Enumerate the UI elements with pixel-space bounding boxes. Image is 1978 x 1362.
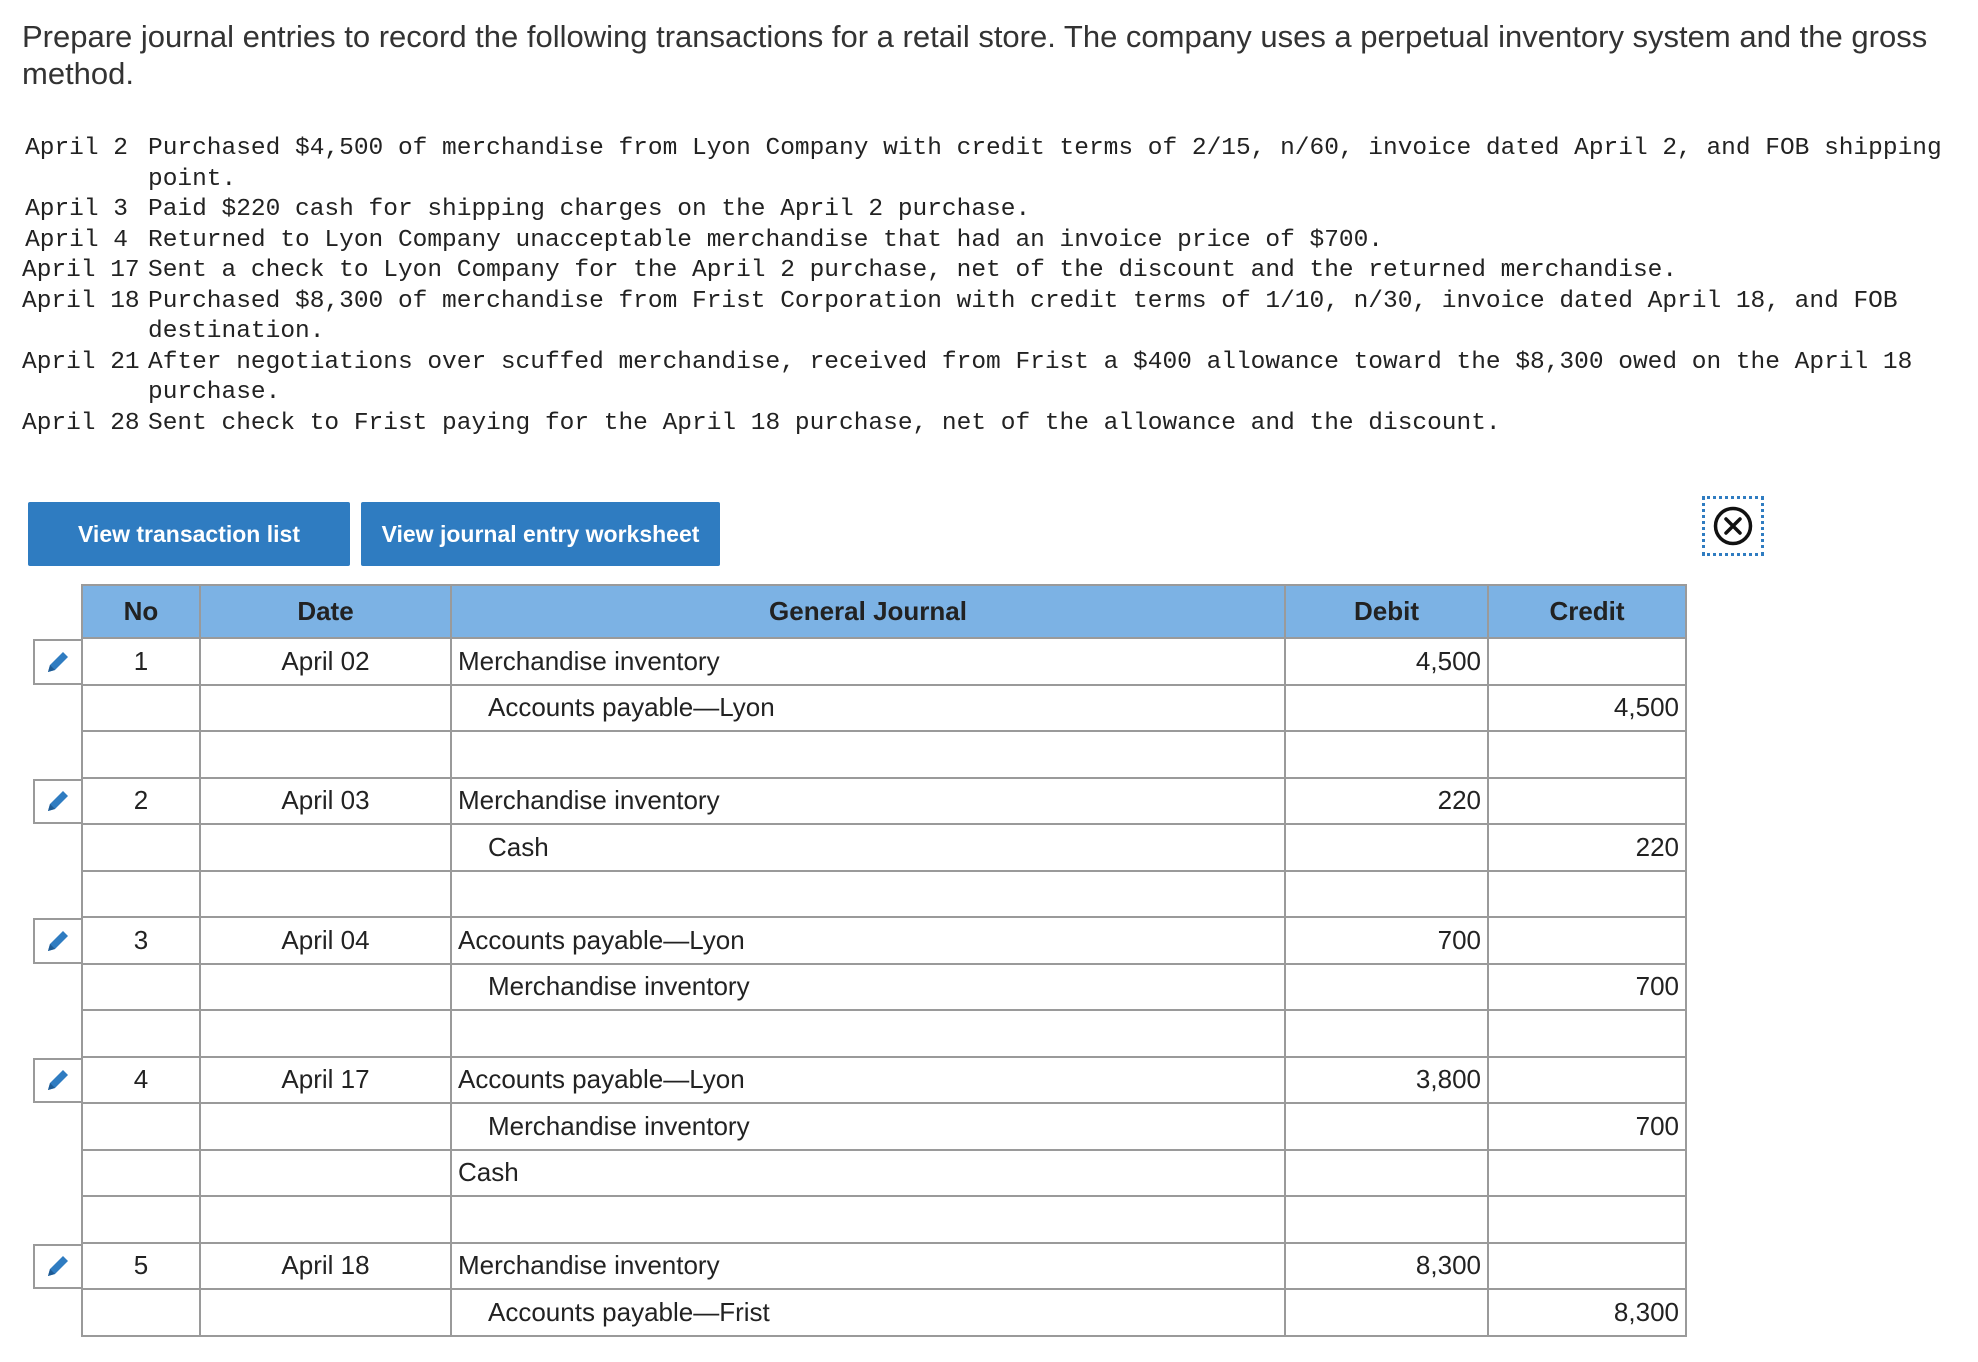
journal-debit-cell [1285, 1289, 1488, 1336]
journal-credit-cell [1488, 1010, 1686, 1057]
journal-account-cell: Accounts payable—Frist [451, 1289, 1285, 1336]
table-row [82, 638, 1686, 685]
journal-date-cell [200, 1103, 451, 1150]
journal-debit-cell [1285, 1150, 1488, 1197]
table-row [82, 1150, 1686, 1197]
table-row [82, 731, 1686, 778]
journal-debit-cell: 3,800 [1285, 1057, 1488, 1104]
journal-no-cell [82, 1010, 200, 1057]
journal-account-cell [451, 731, 1285, 778]
instructions-text: Prepare journal entries to record the following transactions for a retail store. The company uses a perpetual inventory system and the gross method. [22, 19, 1928, 91]
table-row [82, 871, 1686, 918]
journal-account-cell: Cash [451, 824, 1285, 871]
table-row [82, 778, 1686, 825]
view-transaction-list-button[interactable]: View transaction list [28, 502, 350, 566]
journal-credit-cell: 8,300 [1488, 1289, 1686, 1336]
journal-account-cell [451, 871, 1285, 918]
journal-credit-cell: 220 [1488, 824, 1686, 871]
transaction-description: Sent a check to Lyon Company for the April 2 purchase, net of the discount and the returned merchandise. [148, 257, 1678, 284]
journal-no-cell: 5 [82, 1243, 200, 1290]
journal-account-cell: Merchandise inventory [451, 1103, 1285, 1150]
transaction-date: April 4 [25, 226, 128, 254]
transaction-date: April 3 [25, 196, 128, 223]
view-journal-entry-worksheet-button[interactable]: View journal entry worksheet [361, 502, 720, 566]
journal-account-cell: Merchandise inventory [451, 964, 1285, 1011]
table-row [82, 1289, 1686, 1336]
journal-credit-cell [1488, 778, 1686, 825]
col-header-general-journal: General Journal [451, 585, 1285, 638]
transaction-date: April 17 [22, 257, 140, 284]
table-row [82, 1103, 1686, 1150]
pencil-icon [44, 787, 72, 815]
close-circle-icon [1712, 505, 1754, 547]
transaction-description: After negotiations over scuffed merchandise, received from Frist a $400 allowance toward the $8,300 owed on the April 18 purchase. [148, 348, 1913, 406]
transaction-item [22, 226, 1962, 257]
journal-date-cell [200, 1289, 451, 1336]
journal-no-cell: 1 [82, 638, 200, 685]
journal-no-cell: 3 [82, 917, 200, 964]
journal-debit-cell [1285, 1196, 1488, 1243]
transaction-description: Returned to Lyon Company unacceptable merchandise that had an invoice price of $700. [148, 226, 1384, 254]
journal-credit-cell: 700 [1488, 964, 1686, 1011]
journal-credit-cell [1488, 731, 1686, 778]
transaction-list [22, 134, 1962, 439]
journal-account-cell: Accounts payable—Lyon [451, 917, 1285, 964]
table-row [82, 917, 1686, 964]
journal-no-cell [82, 685, 200, 732]
pencil-icon [44, 1066, 72, 1094]
journal-debit-cell: 8,300 [1285, 1243, 1488, 1290]
edit-entry-button[interactable] [33, 918, 81, 964]
journal-debit-cell: 4,500 [1285, 638, 1488, 685]
table-row [82, 685, 1686, 732]
journal-no-cell [82, 964, 200, 1011]
journal-credit-cell [1488, 1196, 1686, 1243]
journal-date-cell [200, 731, 451, 778]
journal-debit-cell [1285, 1103, 1488, 1150]
journal-date-cell: April 17 [200, 1057, 451, 1104]
table-row [82, 964, 1686, 1011]
pencil-icon [44, 927, 72, 955]
journal-debit-cell [1285, 685, 1488, 732]
journal-account-cell [451, 1010, 1285, 1057]
journal-date-cell [200, 871, 451, 918]
table-row [82, 1057, 1686, 1104]
pencil-icon [44, 648, 72, 676]
col-header-credit: Credit [1488, 585, 1686, 638]
journal-no-cell [82, 1103, 200, 1150]
journal-date-cell [200, 1150, 451, 1197]
transaction-date: April 2 [25, 135, 128, 162]
journal-debit-cell [1285, 824, 1488, 871]
transaction-description: Purchased $4,500 of merchandise from Lyon Company with credit terms of 2/15, n/60, invoice dated April 2, and FOB shipping point. [148, 135, 1942, 193]
edit-entry-button[interactable] [33, 779, 81, 825]
col-header-date: Date [200, 585, 451, 638]
journal-no-cell [82, 871, 200, 918]
journal-header-row [82, 585, 1686, 638]
journal-date-cell: April 03 [200, 778, 451, 825]
edit-entry-button[interactable] [33, 1244, 81, 1290]
journal-credit-cell [1488, 1243, 1686, 1290]
journal-credit-cell [1488, 1150, 1686, 1197]
pencil-icon [44, 1252, 72, 1280]
journal-debit-cell [1285, 871, 1488, 918]
journal-debit-cell [1285, 731, 1488, 778]
transaction-item [22, 287, 1962, 348]
table-row [82, 1196, 1686, 1243]
journal-no-cell [82, 1289, 200, 1336]
journal-date-cell [200, 1010, 451, 1057]
journal-account-cell: Accounts payable—Lyon [451, 1057, 1285, 1104]
journal-credit-cell [1488, 1057, 1686, 1104]
transaction-description: Purchased $8,300 of merchandise from Frist Corporation with credit terms of 1/10, n/30, invoice dated April 18, and FOB destination. [148, 287, 1898, 345]
journal-credit-cell [1488, 638, 1686, 685]
journal-date-cell [200, 685, 451, 732]
journal-account-cell: Accounts payable—Lyon [451, 685, 1285, 732]
journal-account-cell: Merchandise inventory [451, 1243, 1285, 1290]
transaction-date: April 21 [22, 348, 140, 376]
journal-credit-cell: 700 [1488, 1103, 1686, 1150]
journal-debit-cell: 700 [1285, 917, 1488, 964]
journal-credit-cell [1488, 917, 1686, 964]
transaction-description: Sent check to Frist paying for the April 18 purchase, net of the allowance and the discount. [148, 409, 1501, 437]
journal-debit-cell: 220 [1285, 778, 1488, 825]
general-journal-table [81, 584, 1687, 1337]
close-button[interactable] [1702, 496, 1764, 556]
journal-account-cell: Merchandise inventory [451, 638, 1285, 685]
journal-credit-cell [1488, 871, 1686, 918]
transaction-item [22, 409, 1962, 440]
journal-no-cell: 4 [82, 1057, 200, 1104]
table-row [82, 1243, 1686, 1290]
journal-no-cell [82, 824, 200, 871]
journal-debit-cell [1285, 964, 1488, 1011]
col-header-debit: Debit [1285, 585, 1488, 638]
journal-date-cell: April 18 [200, 1243, 451, 1290]
journal-no-cell [82, 1196, 200, 1243]
table-row [82, 824, 1686, 871]
transaction-item [22, 195, 1962, 226]
journal-date-cell [200, 964, 451, 1011]
journal-date-cell: April 02 [200, 638, 451, 685]
transaction-description: Paid $220 cash for shipping charges on the April 2 purchase. [148, 196, 1031, 223]
edit-entry-button[interactable] [33, 639, 81, 685]
journal-date-cell: April 04 [200, 917, 451, 964]
journal-credit-cell: 4,500 [1488, 685, 1686, 732]
transaction-item [22, 256, 1962, 287]
journal-account-cell: Cash [451, 1150, 1285, 1197]
edit-entry-button[interactable] [33, 1058, 81, 1104]
journal-no-cell [82, 1150, 200, 1197]
transaction-date: April 18 [22, 287, 140, 315]
journal-date-cell [200, 824, 451, 871]
journal-no-cell: 2 [82, 778, 200, 825]
journal-account-cell [451, 1196, 1285, 1243]
transaction-item [22, 134, 1962, 195]
table-row [82, 1010, 1686, 1057]
journal-no-cell [82, 731, 200, 778]
transaction-date: April 28 [22, 409, 140, 437]
transaction-item [22, 348, 1962, 409]
journal-account-cell: Merchandise inventory [451, 778, 1285, 825]
journal-debit-cell [1285, 1010, 1488, 1057]
journal-date-cell [200, 1196, 451, 1243]
col-header-no: No [82, 585, 200, 638]
